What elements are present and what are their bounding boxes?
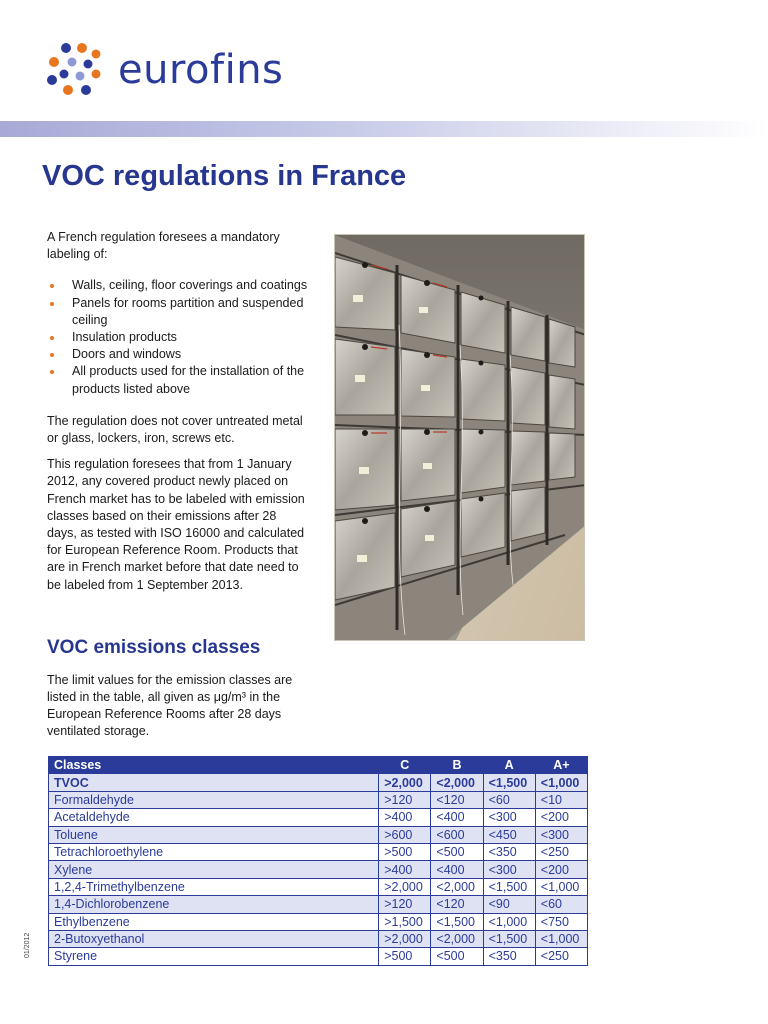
emission-classes-table (48, 756, 588, 966)
value-cell: <2,000 (431, 774, 483, 791)
substance-cell: Toluene (49, 826, 379, 843)
value-cell: <250 (535, 843, 587, 860)
substance-cell: Acetaldehyde (49, 809, 379, 826)
table-row (49, 948, 588, 965)
emissions-heading: VOC emissions classes (47, 637, 261, 658)
value-cell: <500 (431, 948, 483, 965)
page-title: VOC regulations in France (42, 160, 407, 192)
value-cell: >2,000 (379, 774, 431, 791)
value-cell: <10 (535, 791, 587, 808)
list-item: Doors and windows (47, 346, 309, 363)
column-header: A+ (535, 757, 587, 774)
list-item: Walls, ceiling, floor coverings and coatings (47, 277, 309, 294)
value-cell: <120 (431, 791, 483, 808)
table-row (49, 913, 588, 930)
column-header: B (431, 757, 483, 774)
date-code: 01/2012 (24, 932, 31, 958)
value-cell: <90 (483, 896, 535, 913)
substance-cell: Tetrachloroethylene (49, 843, 379, 860)
intro-column (47, 229, 309, 603)
scope-paragraph: The regulation does not cover untreated metal or glass, lockers, iron, screws etc. (47, 413, 303, 446)
column-header: A (483, 757, 535, 774)
brand-name: eurofins (118, 47, 284, 93)
test-chambers-illustration (335, 235, 585, 641)
substance-cell: TVOC (49, 774, 379, 791)
substance-cell: 1,2,4-Trimethylbenzene (49, 878, 379, 895)
value-cell: <350 (483, 843, 535, 860)
value-cell: <1,500 (431, 913, 483, 930)
table-row (49, 878, 588, 895)
timeline-paragraph: This regulation foresees that from 1 January 2012, any covered product newly placed on French market has to be labeled with emission classes based on their emissions after 28 days, as tested with ISO 16000 and calculated for European Reference Room. Products that are in French market before that date need to be labeled from 1 September 2013. (47, 457, 305, 592)
value-cell: <60 (483, 791, 535, 808)
value-cell: <300 (483, 809, 535, 826)
value-cell: <1,500 (483, 930, 535, 947)
value-cell: <750 (535, 913, 587, 930)
value-cell: >400 (379, 861, 431, 878)
substance-cell: 2-Butoxyethanol (49, 930, 379, 947)
value-cell: >1,500 (379, 913, 431, 930)
value-cell: <1,500 (483, 774, 535, 791)
value-cell: <600 (431, 826, 483, 843)
value-cell: >120 (379, 791, 431, 808)
value-cell: <2,000 (431, 878, 483, 895)
list-item: All products used for the installation of the products listed above (47, 363, 309, 397)
value-cell: <2,000 (431, 930, 483, 947)
table-row (49, 861, 588, 878)
list-item: Panels for rooms partition and suspended ceiling (47, 295, 309, 329)
value-cell: <1,000 (535, 774, 587, 791)
value-cell: <500 (431, 843, 483, 860)
emissions-description: The limit values for the emission classes are listed in the table, all given as μg/m³ in the European Reference Rooms after 28 days ventilated storage. (47, 673, 293, 738)
value-cell: <1,500 (483, 878, 535, 895)
value-cell: >2,000 (379, 930, 431, 947)
value-cell: <300 (535, 826, 587, 843)
table-row (49, 774, 588, 791)
test-chambers-photo (334, 234, 585, 641)
value-cell: <120 (431, 896, 483, 913)
table-row (49, 809, 588, 826)
value-cell: <200 (535, 861, 587, 878)
list-item: Insulation products (47, 329, 309, 346)
value-cell: >400 (379, 809, 431, 826)
value-cell: <400 (431, 809, 483, 826)
value-cell: >600 (379, 826, 431, 843)
labeling-list (47, 277, 309, 397)
value-cell: <1,000 (535, 878, 587, 895)
value-cell: <400 (431, 861, 483, 878)
value-cell: <1,000 (535, 930, 587, 947)
value-cell: <250 (535, 948, 587, 965)
eurofins-logo-mark-icon (44, 42, 104, 98)
header-band (0, 121, 768, 137)
value-cell: >500 (379, 948, 431, 965)
value-cell: <300 (483, 861, 535, 878)
value-cell: >120 (379, 896, 431, 913)
table-row (49, 930, 588, 947)
substance-cell: 1,4-Dichlorobenzene (49, 896, 379, 913)
table-row (49, 896, 588, 913)
value-cell: >2,000 (379, 878, 431, 895)
value-cell: <1,000 (483, 913, 535, 930)
table-header-row (49, 757, 588, 774)
column-header: Classes (49, 757, 379, 774)
table-row (49, 791, 588, 808)
value-cell: <350 (483, 948, 535, 965)
substance-cell: Xylene (49, 861, 379, 878)
value-cell: >500 (379, 843, 431, 860)
value-cell: <60 (535, 896, 587, 913)
substance-cell: Formaldehyde (49, 791, 379, 808)
substance-cell: Ethylbenzene (49, 913, 379, 930)
value-cell: <450 (483, 826, 535, 843)
value-cell: <200 (535, 809, 587, 826)
table-row (49, 843, 588, 860)
column-header: C (379, 757, 431, 774)
table-row (49, 826, 588, 843)
substance-cell: Styrene (49, 948, 379, 965)
intro-lead: A French regulation foresees a mandatory labeling of: (47, 230, 280, 262)
